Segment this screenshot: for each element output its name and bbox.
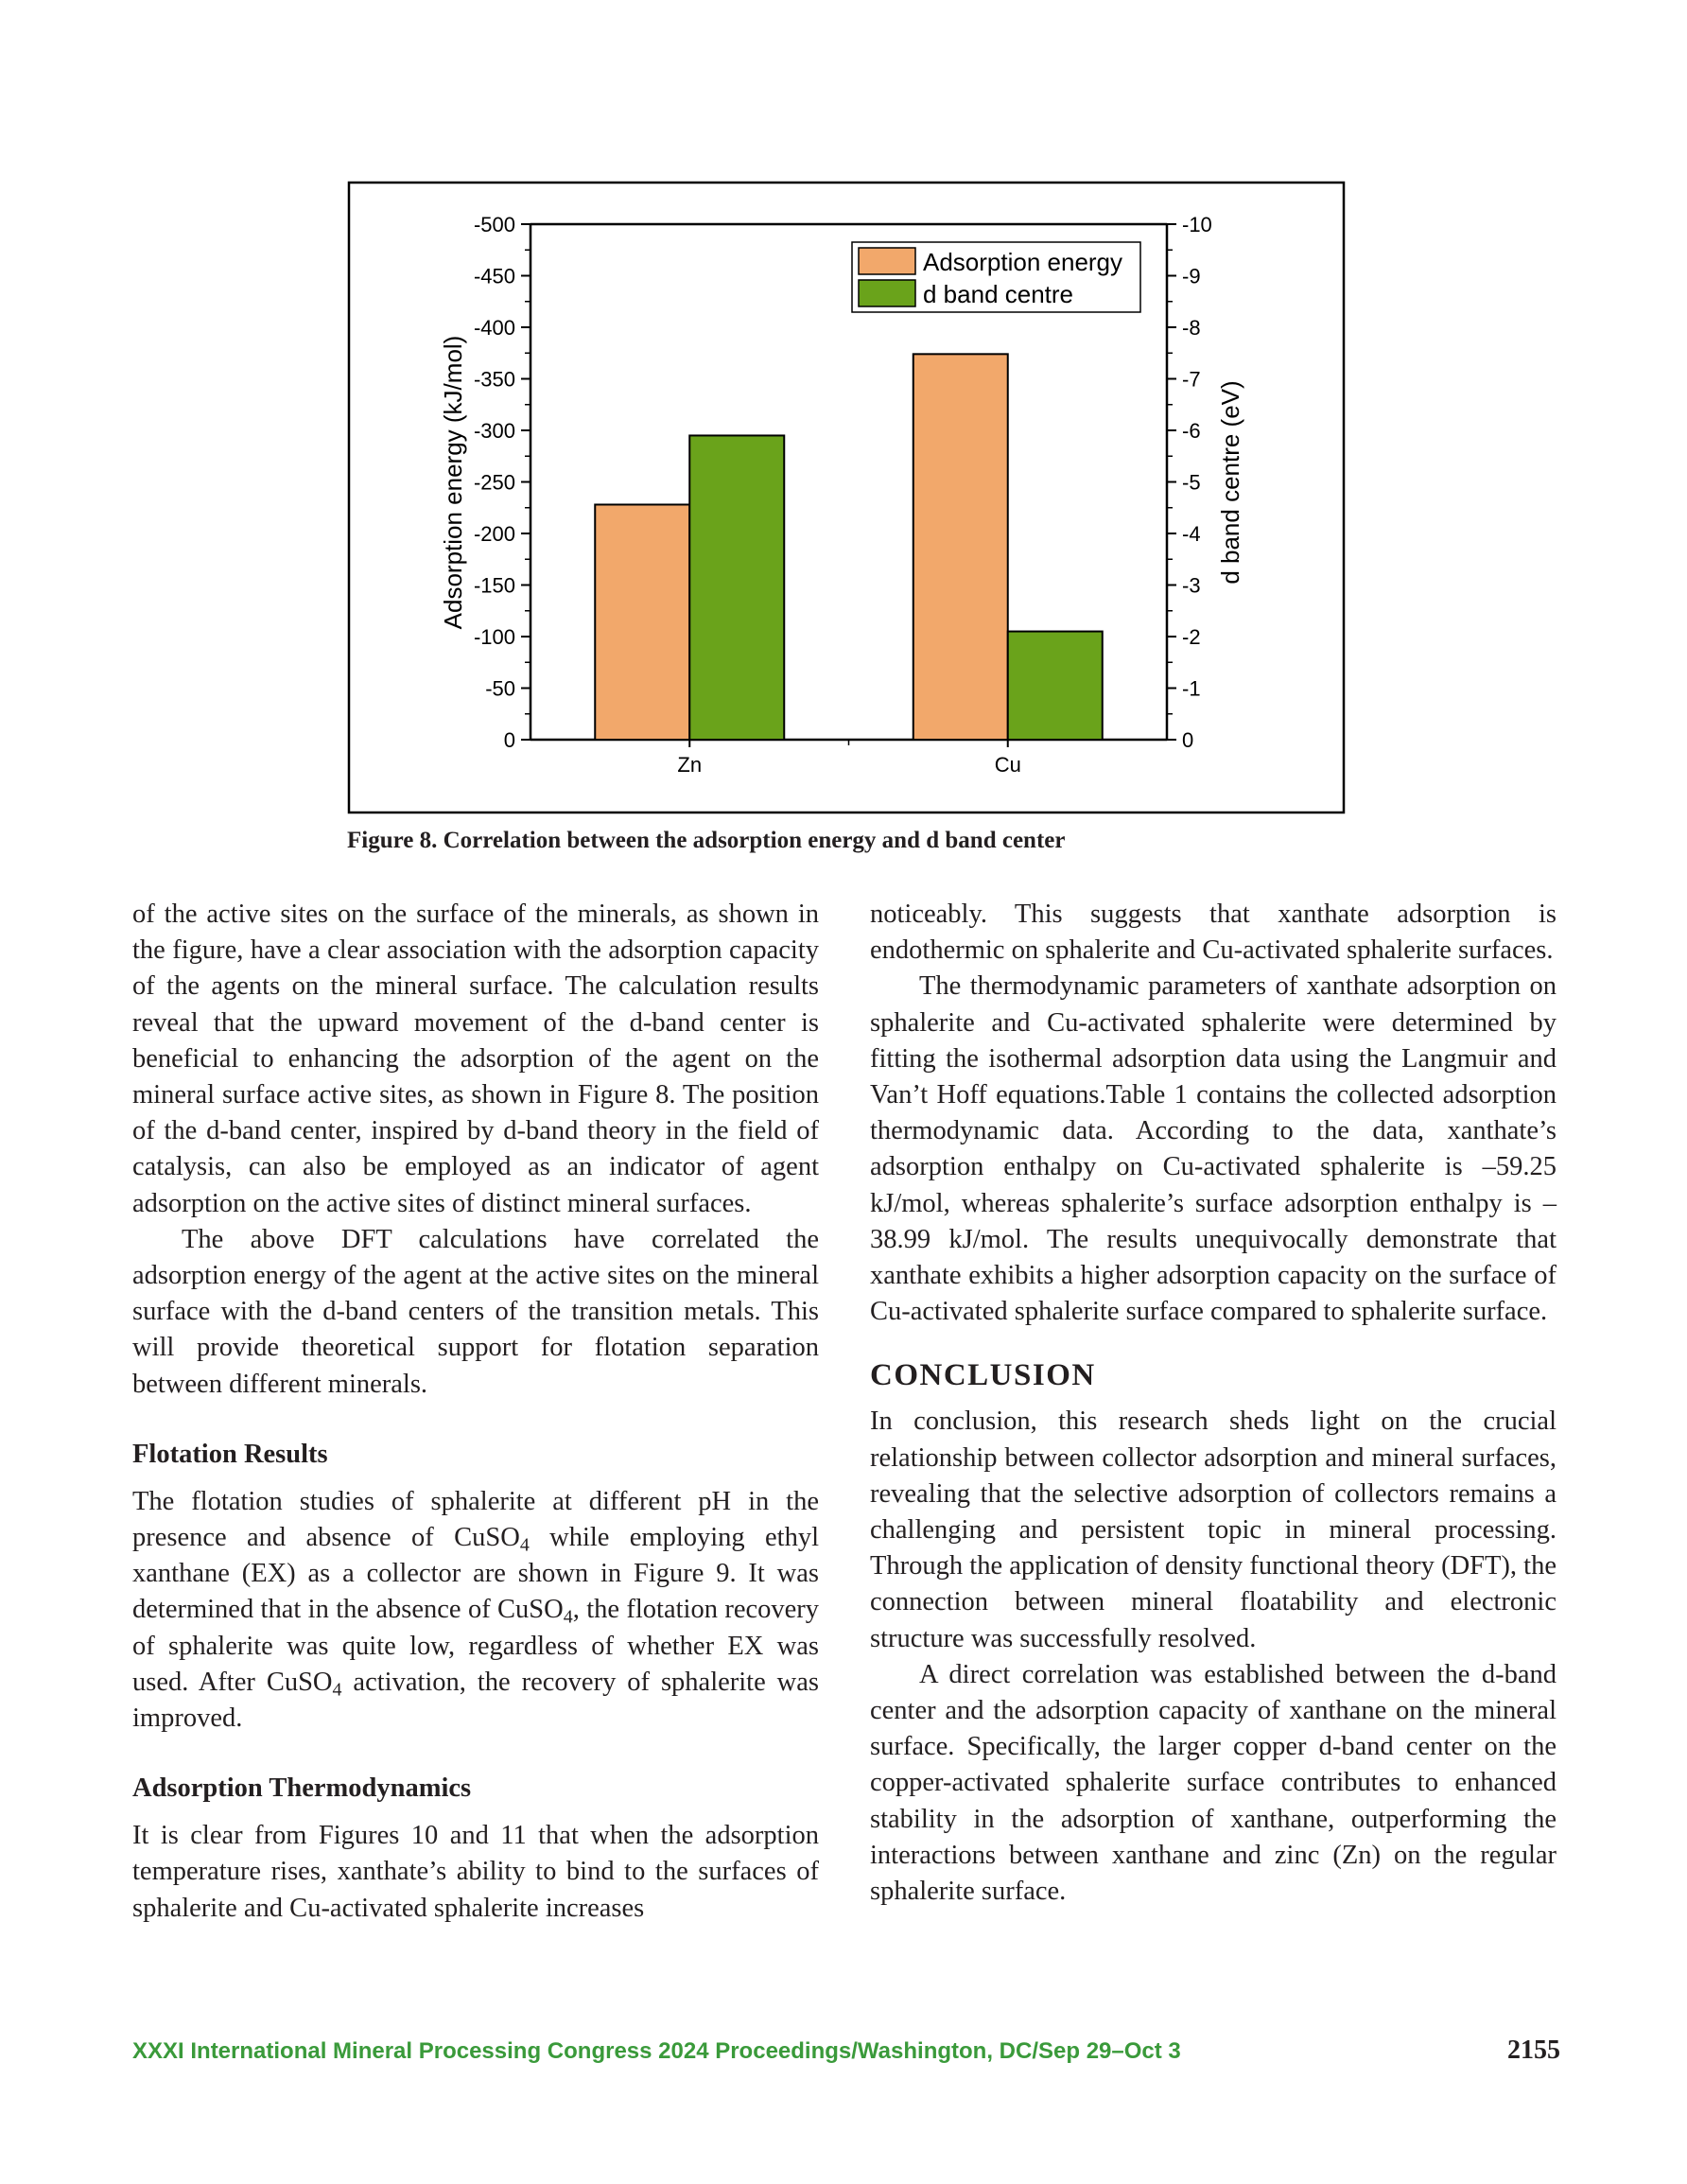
y-tick-label-left: 0 — [503, 728, 515, 752]
y-axis-title-left: Adsorption energy (kJ/mol) — [439, 335, 467, 630]
y-tick-label-right: -3 — [1182, 573, 1201, 598]
paragraph: It is clear from Figures 10 and 11 that when the adsorption temperature rises, xanthate’s ability to bind to the surfaces of sphalerite and Cu-activated sphalerite increases — [132, 1821, 819, 1923]
section-heading-flotation: Flotation Results — [132, 1439, 328, 1469]
legend-label-adsorption: Adsorption energy — [923, 248, 1123, 276]
y-tick-label-right: -7 — [1182, 367, 1201, 392]
y-tick-label-right: -9 — [1182, 264, 1201, 288]
y-tick-label-left: -250 — [473, 470, 515, 495]
paragraph: The above DFT calculations have correlated the adsorption energy of the agent at the active sites on the mineral surface with the d-band centers of the transition metals. This will provide theoretical support for flotation separation between different minerals. — [132, 1224, 819, 1399]
text-run: activation, the recovery of sphalerite was improved. — [132, 1667, 819, 1734]
section-heading-conclusion: CONCLUSION — [870, 1358, 1096, 1393]
subscript: 4 — [563, 1607, 573, 1629]
y-tick-label-left: -50 — [485, 676, 515, 701]
bar-dband-cu — [1008, 632, 1103, 740]
x-tick-label: Zn — [677, 753, 703, 777]
y-tick-label-left: -300 — [473, 419, 515, 443]
paragraph: noticeably. This suggests that xanthate adsorption is endothermic on sphalerite and Cu-activated sphalerite surfaces. — [870, 900, 1557, 966]
page-footer — [132, 2035, 1560, 2076]
y-tick-label-left: -350 — [473, 367, 515, 392]
section-heading-thermodynamics: Adsorption Thermodynamics — [132, 1773, 472, 1804]
y-axis-title-right: d band centre (eV) — [1216, 380, 1244, 585]
page-number: 2155 — [1507, 2035, 1560, 2065]
figure-8-chart — [0, 0, 1687, 823]
y-tick-label-left: -400 — [473, 316, 515, 340]
paragraph: The thermodynamic parameters of xanthate adsorption on sphalerite and Cu-activated sphalerite were determined by fitting the isothermal adsorption data using the Langmuir and Van’t Hoff equations.Table 1 contains the collected adsorption thermodynamic data. According to the data, xanthate’s adsorption enthalpy on Cu-activated sphalerite is –59.25 kJ/mol, whereas sphalerite’s surface adsorption enthalpy is –38.99 kJ/mol. The results unequivocally demonstrate that xanthate exhibits a higher adsorption capacity on the surface of Cu-activated sphalerite surface compared to sphalerite surface. — [870, 971, 1557, 1327]
paragraph: of the active sites on the surface of the minerals, as shown in the figure, have a clear association with the adsorption capacity of the agents on the mineral surface. The calculation results reveal that the upward movement of the d-band center is beneficial to enhancing the adsorption of the agent on the mineral surface active sites, as shown in Figure 8. The position of the d-band center, inspired by d-band theory in the field of catalysis, can also be employed as an indicator of agent adsorption on the active sites of distinct mineral surfaces. — [132, 900, 819, 1218]
y-tick-label-right: -5 — [1182, 470, 1201, 495]
bar-adsorption-zn — [595, 504, 689, 740]
y-tick-label-right: -6 — [1182, 419, 1201, 443]
legend-label-dband: d band centre — [923, 280, 1074, 308]
y-tick-label-right: 0 — [1182, 728, 1194, 752]
bar-adsorption-cu — [913, 354, 1008, 740]
y-tick-label-right: -1 — [1182, 676, 1201, 701]
right-column — [870, 897, 1557, 1910]
paragraph-flotation — [132, 1484, 819, 1737]
text-run: while employing ethyl xanthane (EX) as a collector are shown in Figure 9. It was determined that in the absence of CuSO — [132, 1523, 820, 1625]
x-tick-label: Cu — [994, 753, 1021, 777]
y-tick-label-right: -10 — [1182, 213, 1212, 236]
subscript: 4 — [332, 1679, 342, 1701]
text-run: , the flotation recovery of sphalerite was quite low, regardless of whether EX was used. After CuSO — [132, 1595, 820, 1697]
conference-name: XXXI International Mineral Processing Congress 2024 Proceedings/Washington, DC/Sep 29–Oct 3 — [132, 2038, 1181, 2064]
y-tick-label-left: -450 — [473, 264, 515, 288]
y-tick-label-left: -150 — [473, 573, 515, 598]
bar-dband-zn — [689, 435, 784, 740]
y-tick-label-right: -8 — [1182, 316, 1201, 340]
paragraph: A direct correlation was established between the d-band center and the adsorption capacity of xanthane on the mineral surface. Specifically, the larger copper d-band center on the copper-activated sphalerite surface contributes to enhanced stability in the adsorption of xanthane, outperforming the interactions between xanthane and zinc (Zn) on the regular sphalerite surface. — [870, 1659, 1557, 1907]
paragraph: In conclusion, this research sheds light on the crucial relationship between collector adsorption and mineral surfaces, revealing that the selective adsorption of collectors remains a challenging and persistent topic in mineral processing. Through the application of density functional theory (DFT), the connection between mineral floatability and electronic structure was successfully resolved. — [870, 1406, 1557, 1653]
legend-swatch-dband — [859, 280, 915, 306]
y-tick-label-left: -100 — [473, 625, 515, 649]
y-tick-label-left: -200 — [473, 522, 515, 546]
y-tick-label-left: -500 — [473, 213, 515, 236]
subscript: 4 — [519, 1534, 530, 1556]
left-column — [132, 897, 819, 1927]
legend-swatch-adsorption — [859, 248, 915, 274]
figure-caption: Figure 8. Correlation between the adsorption energy and d band center — [347, 828, 1066, 853]
text-run: The flotation studies of sphalerite at different pH in the presence and absence of CuSO — [132, 1486, 819, 1553]
y-tick-label-right: -2 — [1182, 625, 1201, 649]
y-tick-label-right: -4 — [1182, 522, 1201, 546]
